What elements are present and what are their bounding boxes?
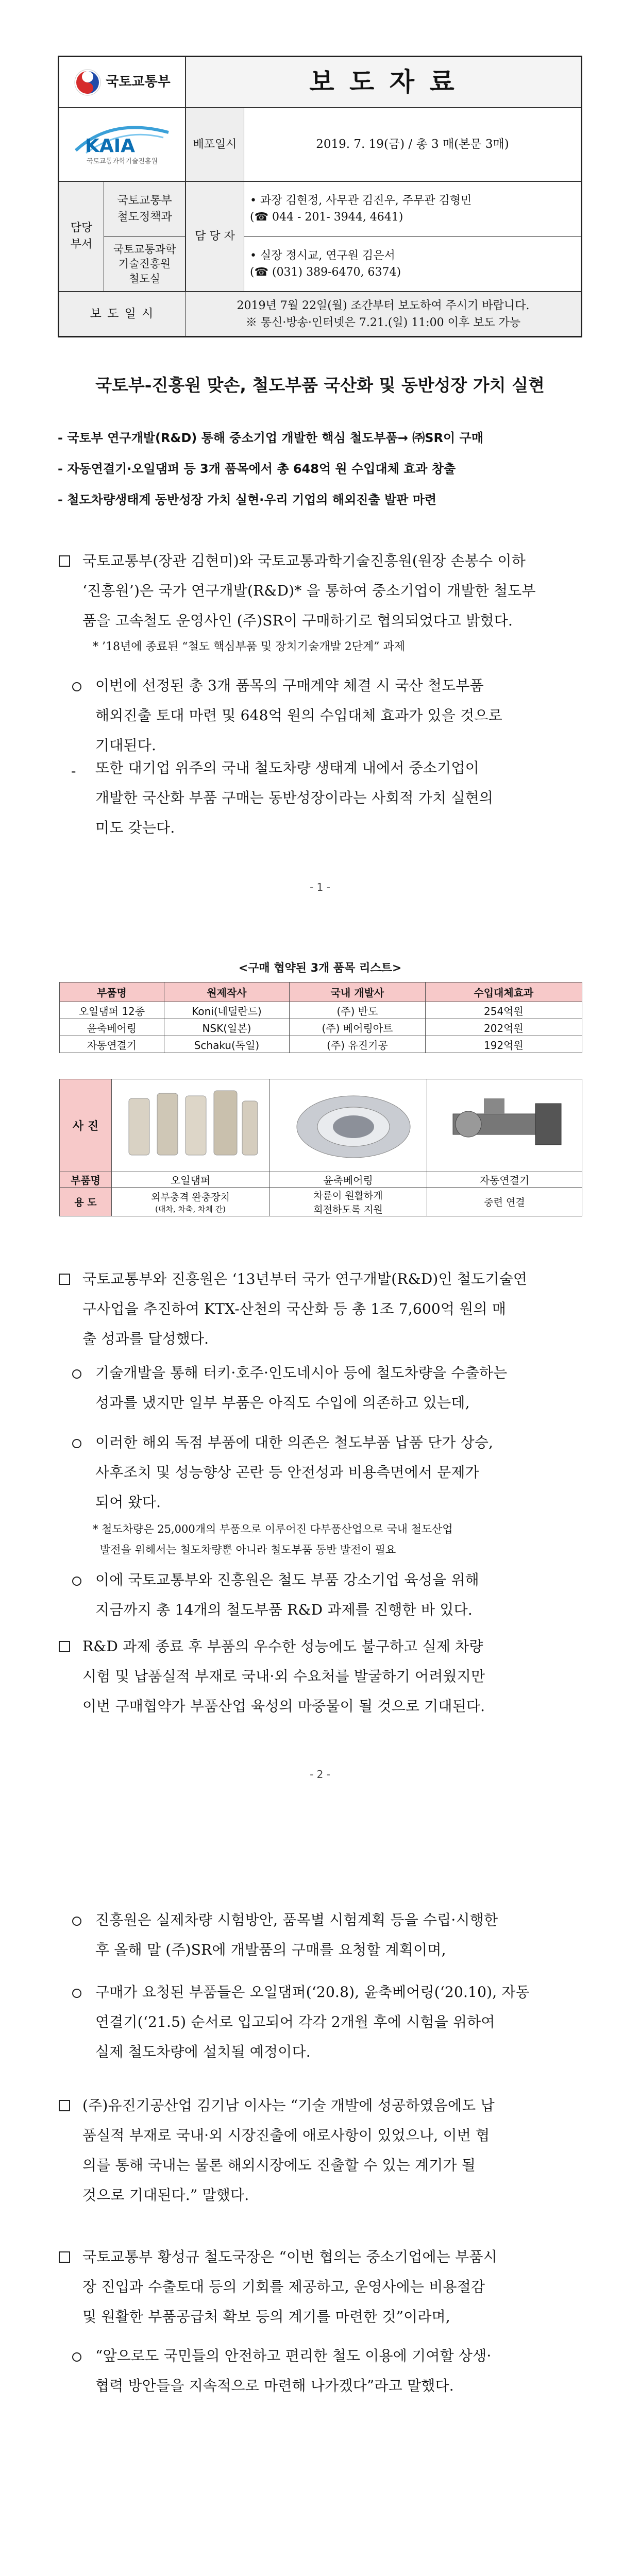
page-number-2: - 2 - <box>310 1768 330 1781</box>
table-row: 오일댐퍼 12종 Koni(네덜란드) (주) 반도 254억원 <box>60 1002 582 1019</box>
paragraph-1: 국토교통부(장관 김현미)와 국토교통과학기술진흥원(원장 손봉수 이하 ‘진흥원’)은 국가 연구개발(R&D)* 을 통하여 중소기업이 개발한 철도부 품을 고속철도 운영사인 (주)SR이 구매하기로 협의되었다고 밝혔다. <box>82 552 536 629</box>
person-label: 담 당 자 <box>186 182 244 291</box>
photo-oil-damper <box>112 1079 270 1172</box>
dept-2: 국토교통과학 기술진흥원 철도실 <box>104 237 185 291</box>
dist-date-value: 2019. 7. 19(금) / 총 3 매(본문 3매) <box>316 137 509 151</box>
square-bullet <box>59 555 70 567</box>
photo-coupler <box>427 1079 582 1172</box>
parts-table <box>59 982 582 1053</box>
square-bullet <box>59 1274 70 1285</box>
footnote-2: * 철도차량은 25,000개의 부품으로 이루어진 다부품산업으로 국내 철도산업 발전을 위해서는 철도차량뿐 아니라 철도부품 동반 발전이 필요 <box>93 1523 453 1556</box>
table-header: 부품명 <box>60 982 164 1002</box>
taegeuk-icon <box>74 69 102 96</box>
dept-1: 국토교통부 철도정책과 <box>104 182 185 236</box>
svg-text:KAIA: KAIA <box>85 135 136 157</box>
photo-label: 사 진 <box>60 1079 112 1172</box>
paragraph-13: “앞으로도 국민들의 안전하고 편리한 철도 이용에 기여할 상생· 협력 방안들을 지속적으로 마련해 나가겠다”라고 말했다. <box>95 2347 492 2394</box>
person-1-names: • 과장 김현정, 사무관 김진우, 주무관 김형민 <box>250 194 472 208</box>
paragraph-6: 이러한 해외 독점 부품에 대한 의존은 철도부품 납품 단가 상승, 사후조치 및 성능향상 곤란 등 안전성과 비용측면에서 문제가 되어 왔다. <box>95 1434 494 1511</box>
paragraph-4: 국토교통부와 진흥원은 ‘13년부터 국가 연구개발(R&D)인 철도기술연 구사업을 추진하여 KTX-산천의 국산화 등 총 1조 7,600억 원의 매 출 성과를 달성했다. <box>82 1270 528 1347</box>
use-label: 용 도 <box>60 1188 112 1216</box>
paragraph-7: 이에 국토교통부와 진흥원은 철도 부품 강소기업 육성을 위해 지금까지 총 14개의 철도부품 R&D 과제를 진행한 바 있다. <box>95 1571 479 1618</box>
table-header: 국내 개발사 <box>290 982 426 1002</box>
circle-bullet <box>72 1917 81 1926</box>
dist-date-label: 배포일시 <box>186 108 244 181</box>
circle-bullet <box>72 2352 81 2362</box>
summary-list <box>58 422 483 515</box>
part-use: 차륜이 원활하게 회전하도록 지원 <box>270 1188 427 1216</box>
part-name: 윤축베어링 <box>270 1172 427 1188</box>
summary-item: - 철도차량생태계 동반성장 가치 실현·우리 기업의 해외진출 발판 마련 <box>58 493 437 507</box>
paragraph-12: 국토교통부 황성규 철도국장은 “이번 협의는 중소기업에는 부품시 장 진입과 수출토대 등의 기회를 제공하고, 운영사에는 비용절감 및 원활한 부품공급처 확보 등의 계기를 마련한 것”이라며, <box>82 2248 497 2325</box>
circle-bullet <box>72 682 81 691</box>
page-number-1: - 1 - <box>310 881 330 893</box>
paragraph-2: 이번에 선정된 총 3개 품목의 구매계약 체결 시 국산 철도부품 해외진출 토대 마련 및 648억 원의 수입대체 효과가 있을 것으로 기대된다. <box>95 677 502 754</box>
circle-bullet <box>72 1577 81 1586</box>
part-name: 자동연결기 <box>427 1172 582 1188</box>
circle-bullet <box>72 1369 81 1379</box>
table-header: 수입대체효과 <box>425 982 582 1002</box>
square-bullet <box>59 2251 70 2263</box>
part-label: 부품명 <box>60 1172 112 1188</box>
photo-bearing <box>270 1079 427 1172</box>
square-bullet <box>59 1641 70 1652</box>
part-use: 외부충격 완충장치 (대차, 차축, 차체 간) <box>112 1188 270 1216</box>
table-row: 자동연결기 Schaku(독일) (주) 유진기공 192억원 <box>60 1036 582 1053</box>
list-title: <구매 협약된 3개 품목 리스트> <box>238 962 402 975</box>
kaia-logo <box>59 108 185 181</box>
paragraph-3: 또한 대기업 위주의 국내 철도차량 생태계 내에서 중소기업이 개발한 국산화 부품 구매는 동반성장이라는 사회적 가치 실현의 미도 갖는다. <box>95 759 494 836</box>
release-title: 보 도 자 료 <box>309 67 458 97</box>
part-use: 중련 연결 <box>427 1188 582 1216</box>
oil-damper-image <box>119 1083 263 1165</box>
table-header: 원제작사 <box>164 982 289 1002</box>
summary-item: - 자동연결기·오일댐퍼 등 3개 품목에서 총 648억 원 수입대체 효과 창출 <box>58 462 456 476</box>
person-1-phone: (☎ 044 - 201- 3944, 4641) <box>250 211 403 224</box>
person-2-phone: (☎ (031) 389-6470, 6374) <box>250 265 401 279</box>
person-2-names: • 실장 정시교, 연구원 김은서 <box>250 249 395 262</box>
part-name: 오일댐퍼 <box>112 1172 270 1188</box>
coupler-image <box>432 1083 577 1165</box>
headline: 국토부-진흥원 맞손, 철도부품 국산화 및 동반성장 가치 실현 <box>95 375 545 395</box>
footnote-1: * ’18년에 종료된 “철도 핵심부품 및 장치기술개발 2단계” 과제 <box>93 640 405 653</box>
paragraph-11: (주)유진기공산업 김기남 이사는 “기술 개발에 성공하였음에도 납 품실적 부재로 국내·외 시장진출에 애로사항이 있었으나, 이번 협 의를 통해 국내는 물론 해외시장에도 진출할 수 있는 계기가 될 것으로 기대된다.” 말했다. <box>82 2097 495 2204</box>
circle-bullet <box>72 1439 81 1448</box>
dash-bullet: - <box>71 762 76 779</box>
paragraph-8: R&D 과제 종료 후 부품의 우수한 성능에도 불구하고 실제 차량 시험 및 납품실적 부재로 국내·외 수요처를 발굴하기 어려웠지만 이번 구매협약가 부품산업 육성의 마중물이 될 것으로 기대된다. <box>82 1638 485 1715</box>
dept-label: 담당 부서 <box>59 182 104 291</box>
embargo-line-1: 2019년 7월 22일(월) 조간부터 보도하여 주시기 바랍니다. <box>237 299 530 312</box>
photo-table <box>59 1079 582 1216</box>
summary-item: - 국토부 연구개발(R&D) 통해 중소기업 개발한 핵심 철도부품→ ㈜SR이 구매 <box>58 431 483 445</box>
embargo-line-2: ※ 통신·방송·인터넷은 7.21.(일) 11:00 이후 보도 가능 <box>245 316 521 329</box>
bearing-image <box>276 1083 420 1165</box>
kaia-subtitle: 국토교통과학기술진흥원 <box>86 158 158 166</box>
table-row: 윤축베어링 NSK(일본) (주) 베어링아트 202억원 <box>60 1019 582 1036</box>
circle-bullet <box>72 1989 81 1998</box>
paragraph-10: 구매가 요청된 부품들은 오일댐퍼(‘20.8), 윤축베어링(‘20.10), 자동 연결기(‘21.5) 순서로 입고되어 각각 2개월 후에 시험을 위하여 실제 철도차량에 설치될 예정이다. <box>95 1984 530 2060</box>
molit-logo <box>59 57 185 107</box>
kaia-swoosh-icon <box>71 122 174 158</box>
press-release-header <box>58 56 582 337</box>
org-name: 국토교통부 <box>106 74 171 90</box>
square-bullet <box>59 2100 70 2111</box>
paragraph-9: 진흥원은 실제차량 시험방안, 품목별 시험계획 등을 수립·시행한 후 올해 말 (주)SR에 개발품의 구매를 요청할 계획이며, <box>95 1911 498 1958</box>
embargo-label: 보 도 일 시 <box>59 292 185 336</box>
paragraph-5: 기술개발을 통해 터키·호주·인도네시아 등에 철도차량을 수출하는 성과를 냈지만 일부 부품은 아직도 수입에 의존하고 있는데, <box>95 1364 508 1411</box>
